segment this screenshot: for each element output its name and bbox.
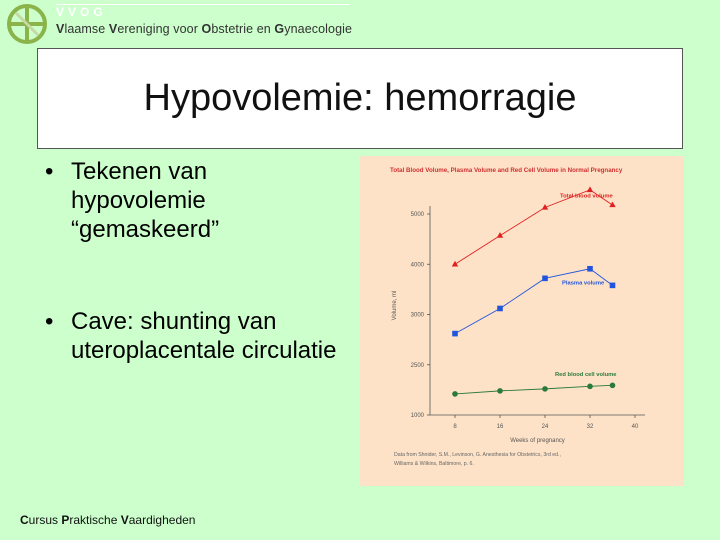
x-tick-label: 40 [631, 424, 639, 430]
series-label: Total blood volume [560, 193, 613, 200]
org-name [56, 22, 352, 36]
chart-title: Total Blood Volume, Plasma Volume and Red Cell Volume in Normal Pregnancy [390, 167, 623, 174]
source-note-line-1: Data from Shnider, S.M., Levinson, G. Anesthesia for Obstetrics, 3rd ed., [394, 452, 561, 458]
data-point [452, 331, 458, 337]
y-tick-label: 5000 [410, 212, 424, 218]
bullet-text: Tekenen van hypovolemie “gemaskeerd” [71, 158, 220, 243]
data-point [610, 283, 616, 289]
data-point [497, 388, 503, 394]
org-name-part: V [108, 22, 118, 36]
org-name-part: O [201, 22, 212, 36]
data-point [542, 276, 548, 282]
footer-part: aardigheden [128, 513, 196, 527]
series-line [455, 190, 613, 264]
footer-part: P [61, 513, 70, 527]
y-tick-label: 3000 [410, 312, 424, 319]
footer-part: V [120, 513, 129, 527]
data-point [452, 261, 458, 267]
footer-course-name [20, 513, 195, 527]
y-axis-label: Volume, ml [392, 290, 398, 321]
source-note-line-2: Williams & Wilkins, Baltimore, p. 6. [394, 461, 474, 467]
x-tick-label: 8 [453, 424, 457, 430]
slide-title-box [37, 48, 683, 149]
data-point [609, 201, 615, 207]
x-tick-label: 16 [496, 424, 504, 430]
y-tick-label: 4000 [410, 262, 424, 269]
org-name-part: bstetrie en [211, 22, 275, 36]
vvog-logo [6, 3, 48, 45]
blood-volume-chart [360, 156, 684, 486]
x-axis-label: Weeks of pregnancy [510, 438, 565, 444]
chart-svg [360, 156, 684, 486]
bullet-text: Cave: shunting van uteroplacentale circulatie [71, 308, 337, 364]
x-tick-label: 32 [586, 424, 594, 430]
data-point [497, 232, 503, 238]
data-point [452, 391, 458, 397]
org-name-part: V [56, 22, 65, 36]
org-abbreviation: VVOG [56, 5, 107, 19]
footer-part: C [20, 513, 29, 527]
footer-part: ursus [28, 513, 62, 527]
series-label: Red blood cell volume [555, 371, 617, 378]
y-tick-label: 1000 [410, 413, 424, 419]
data-point [610, 383, 616, 389]
footer-part: raktische [69, 513, 121, 527]
series-label: Plasma volume [562, 280, 605, 287]
slide-title: Hypovolemie: hemorragie [143, 77, 577, 119]
data-point [542, 386, 548, 392]
org-name-part: ereniging voor [117, 22, 202, 36]
data-point [497, 306, 503, 312]
bullet-item [45, 157, 345, 244]
y-tick-label: 2500 [410, 362, 424, 369]
bullet-marker: • [45, 158, 54, 185]
org-name-part: laamse [64, 22, 109, 36]
data-point [587, 186, 593, 192]
org-name-part: ynaecologie [284, 22, 353, 36]
series-line [455, 269, 613, 334]
data-point [587, 266, 593, 272]
bullet-item [45, 307, 371, 365]
data-point [587, 384, 593, 390]
org-name-part: G [274, 22, 285, 36]
x-tick-label: 24 [541, 424, 549, 430]
bullet-marker: • [45, 308, 54, 335]
